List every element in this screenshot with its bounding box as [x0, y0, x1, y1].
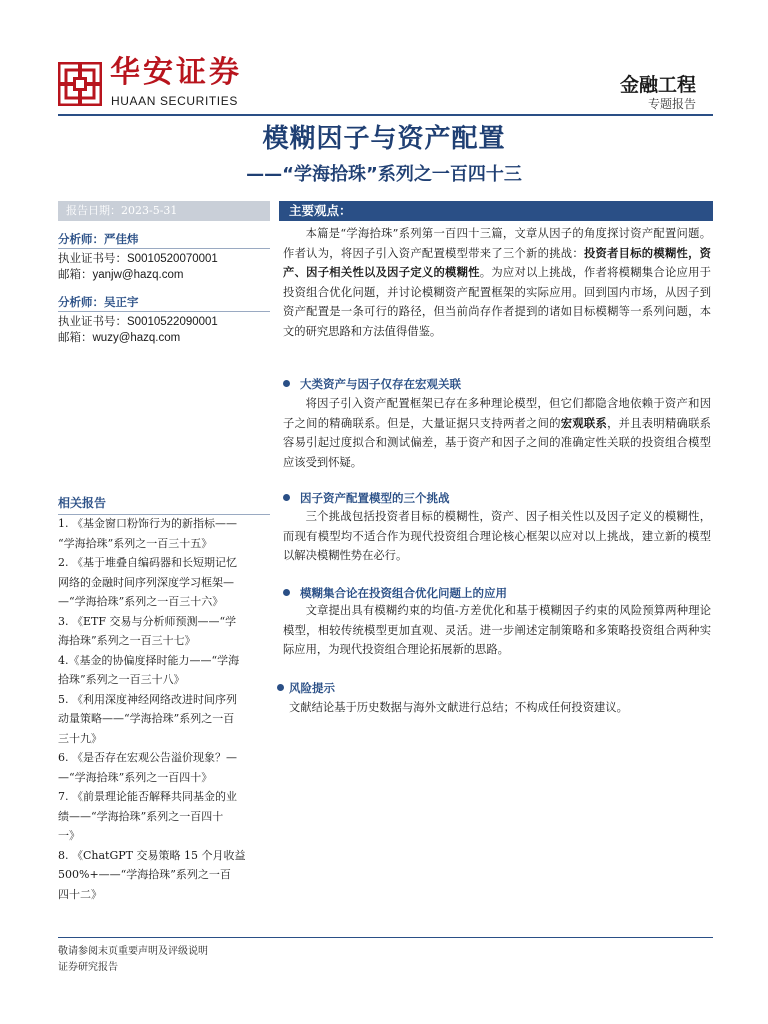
related-report-line[interactable]: 绩——“学海拾珠”系列之一百四十 — [58, 809, 224, 823]
related-report-line[interactable]: —“学海拾珠”系列之一百四十》 — [58, 770, 213, 784]
bullet-icon — [277, 684, 284, 691]
related-report-line[interactable]: 3. 《ETF 交易与分析师预测——“学 — [58, 614, 237, 628]
analyst-cert: 执业证书号：S0010520070001 — [58, 253, 218, 265]
section-title: 大类资产与因子仅存在宏观关联 — [300, 377, 461, 391]
section-text: ，并且表明精确联系容易引起过度拟合和测试偏差，基于资产和因子之间的准确定性关联的投资组合模型应该受到怀疑。 — [283, 416, 711, 469]
section-title: 模糊集合论在投资组合优化问题上的应用 — [300, 586, 507, 600]
section-heading-risk — [277, 680, 335, 696]
analyst-label: 分析师： — [58, 295, 104, 309]
analyst-block — [58, 231, 270, 283]
footer-disclaimer: 敬请参阅末页重要声明及评级说明 — [58, 946, 208, 957]
section-paragraph: 三个挑战包括投资者目标的模糊性，资产、因子相关性以及因子定义的模糊性，而现有模型均不适合作为现代投资组合理论核心框架以应对以上挑战，建立新的模型以解决模糊性势在必行。 — [283, 510, 711, 562]
risk-paragraph: 文献结论基于历史数据与海外文献进行总结；不构成任何投资建议。 — [289, 701, 628, 714]
related-reports-list — [58, 514, 270, 904]
analyst-label: 分析师： — [58, 232, 104, 246]
related-report-line[interactable]: 8. 《ChatGPT 交易策略 15 个月收益 — [58, 848, 246, 862]
intro-paragraph — [283, 224, 711, 341]
related-report-line[interactable]: 三十九》 — [58, 731, 102, 745]
related-report-line[interactable]: 拾珠”系列之一百三十八》 — [58, 673, 185, 686]
intro-emphasis: 投资者目标的模糊性，资产、因子相关性以及因子定义的模糊性 — [283, 245, 711, 279]
analyst-cert: 执业证书号：S0010522090001 — [58, 316, 218, 328]
related-report-line[interactable]: 海拾珠”系列之一百三十七》 — [58, 634, 196, 647]
analyst-name-row — [58, 231, 270, 249]
related-report-line[interactable]: “学海拾珠”系列之一百三十五》 — [58, 536, 213, 550]
analyst-email[interactable]: 邮箱：wuzy@hazq.com — [58, 332, 181, 344]
report-title: 模糊因子与资产配置 — [262, 124, 506, 154]
brand-name-en: HUAAN SECURITIES — [111, 94, 238, 108]
report-date: 报告日期：2023-5-31 — [58, 201, 270, 221]
related-report-line[interactable]: —“学海拾珠”系列之一百三十六》 — [58, 595, 224, 608]
huaan-logo-icon — [58, 62, 102, 106]
footer-doc-type: 证券研究报告 — [58, 962, 118, 973]
section-heading-macro-link — [283, 376, 461, 392]
report-type-label: 专题报告 — [647, 97, 696, 111]
related-report-line[interactable]: 2. 《基于堆叠自编码器和长短期记忆 — [58, 556, 237, 569]
analyst-email[interactable]: 邮箱：yanjw@hazq.com — [58, 269, 184, 281]
analyst-name-row — [58, 294, 270, 312]
section-heading-fuzzy-set — [283, 585, 507, 601]
related-report-line[interactable]: 动量策略——“学海拾珠”系列之一百 — [58, 712, 235, 725]
related-report-line[interactable]: 7. 《前景理论能否解释共同基金的业 — [58, 790, 237, 803]
section-title: 风险提示 — [289, 681, 335, 695]
section-title: 因子资产配置模型的三个挑战 — [300, 491, 450, 505]
header-divider — [58, 114, 713, 116]
related-report-line[interactable]: 网络的金融时间序列深度学习框架— — [58, 575, 234, 589]
footer-divider — [58, 937, 713, 938]
related-report-line[interactable]: 6. 《是否存在宏观公告溢价现象？— — [58, 751, 237, 764]
bullet-icon — [283, 380, 290, 387]
bullet-icon — [283, 494, 290, 501]
related-reports-title: 相关报告 — [58, 494, 270, 515]
department-label: 金融工程 — [619, 74, 696, 96]
section-heading-three-challenges — [283, 490, 450, 506]
section-paragraph — [283, 394, 711, 472]
related-report-line[interactable]: 1. 《基金窗口粉饰行为的新指标—— — [58, 517, 237, 530]
bullet-icon — [283, 589, 290, 596]
related-report-line[interactable]: 一》 — [58, 829, 80, 842]
section-text: 将因子引入资产配置框架已存在多种理论模型，但它们都隐含地依赖于资产和因子之间的精确联系。但是，大量证据只支持两者之间的 — [283, 397, 711, 430]
analyst-name: 严佳炜 — [104, 232, 139, 246]
key-views-header: 主要观点： — [279, 201, 713, 221]
intro-text: 本篇是“学海拾珠”系列第一百四十三篇，文章从因子的角度探讨资产配置问题。作者认为，将因子引入资产配置模型带来了三个新的挑战： — [283, 227, 711, 260]
brand-name-cn: 华安证券 — [110, 55, 242, 90]
analyst-name: 吴正宇 — [104, 295, 139, 309]
analyst-block — [58, 294, 270, 346]
related-report-line[interactable]: 5. 《利用深度神经网络改进时间序列 — [58, 692, 237, 706]
related-report-line[interactable]: 四十二》 — [58, 887, 102, 901]
intro-text: 。为应对以上挑战，作者将模糊集合论应用于投资组合优化问题，并讨论模糊资产配置框架的实际应用。回到国内市场，从因子到资产配置是一条可行的路径，但当前尚存作者提到的诸如目标模糊等一系列问题，本文的研究思路和方法值得借鉴。 — [283, 266, 711, 338]
related-report-line[interactable]: 500%+——“学海拾珠”系列之一百 — [58, 868, 231, 881]
report-subtitle: ——“学海拾珠”系列之一百四十三 — [246, 164, 522, 185]
section-emphasis: 宏观联系 — [560, 415, 608, 430]
related-report-line[interactable]: 4.《基金的协偏度择时能力——“学海 — [58, 653, 240, 667]
section-paragraph: 文章提出具有模糊约束的均值-方差优化和基于模糊因子约束的风险预算两种理论模型，相较传统模型更加直观、灵活。进一步阐述定制策略和多策略投资组合两种实际应用，为现代投资组合理论拓展新的思路。 — [283, 604, 711, 656]
